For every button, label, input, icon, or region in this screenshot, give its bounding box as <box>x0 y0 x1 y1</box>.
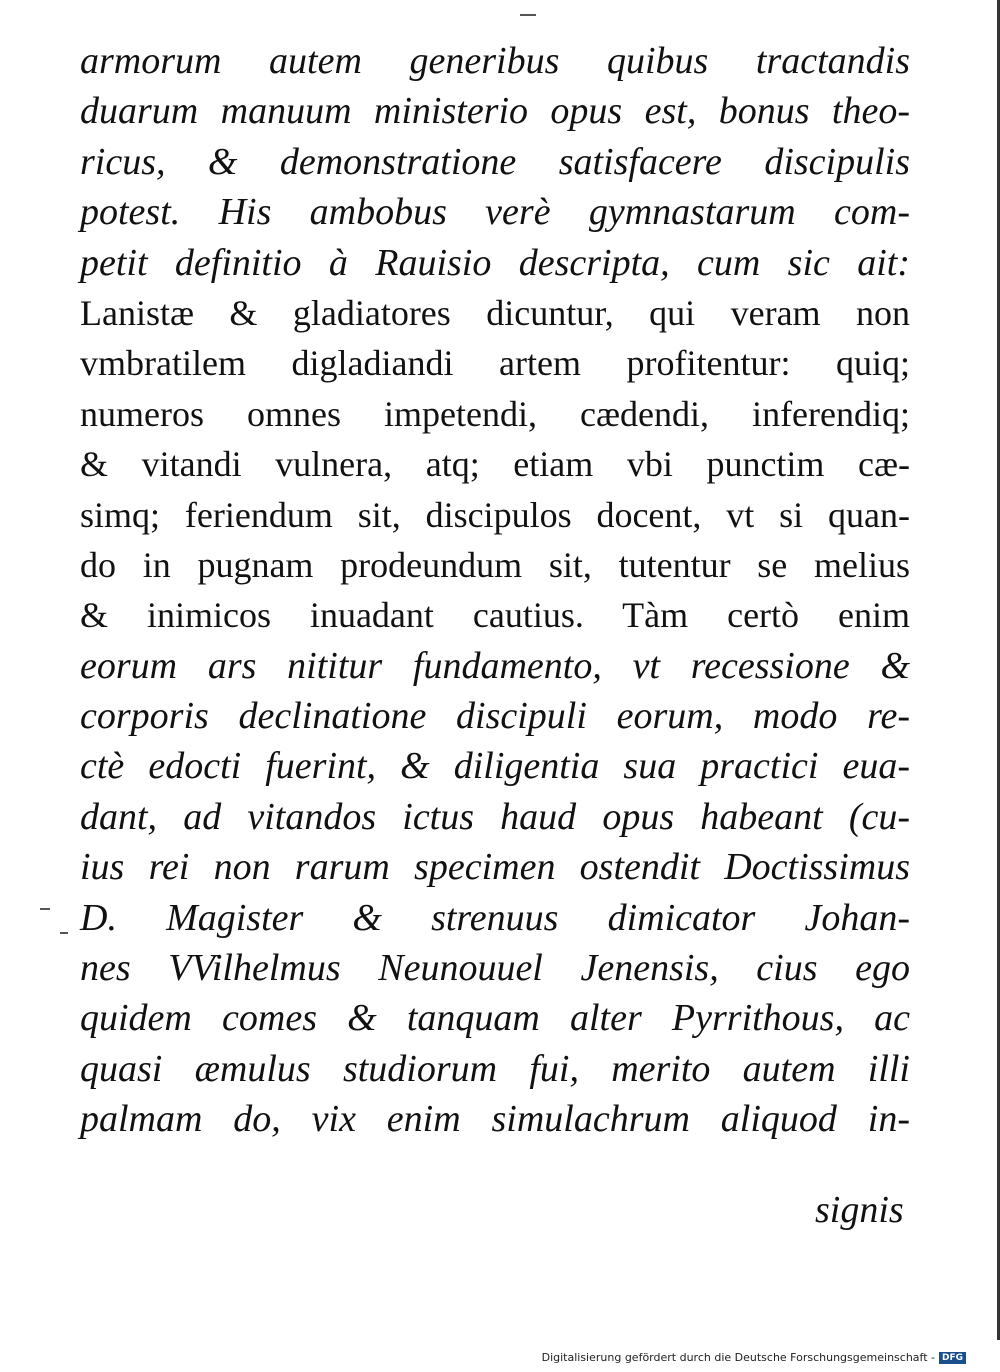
catchword: signis <box>815 1189 904 1231</box>
text-line: do in pugnam prodeundum sit, tutentur se melius <box>80 544 910 585</box>
text-line: ctè edocti fuerint, & diligentia sua practici eua- <box>80 745 910 788</box>
body-text <box>80 36 910 1145</box>
footer-credit <box>542 1351 966 1364</box>
text-line: petit definitio à Rauisio descripta, cum sic ait: <box>80 241 910 284</box>
text-line: vmbratilem digladiandi artem profitentur: quiq; <box>80 343 910 384</box>
footer-credit-text: Digitalisierung gefördert durch die Deutsche Forschungsgemeinschaft - <box>541 1351 935 1364</box>
dfg-logo: DFG <box>939 1352 966 1364</box>
text-line: armorum autem generibus quibus tractandis <box>80 40 910 82</box>
text-line: corporis declinatione discipuli eorum, modo re- <box>80 695 910 738</box>
text-line: quidem comes & tanquam alter Pyrrithous, ac <box>80 997 910 1040</box>
text-line: quasi æmulus studiorum fui, merito autem illi <box>80 1047 910 1090</box>
text-line: dant, ad vitandos ictus haud opus habeant (cu- <box>80 795 910 838</box>
margin-mark <box>520 14 536 16</box>
text-line: Lanistæ & gladiatores dicuntur, qui veram non <box>80 292 910 333</box>
text-line: & inimicos inuadant cautius. Tàm certò enim <box>80 595 910 636</box>
margin-mark <box>60 932 68 934</box>
text-line: palmam do, vix enim simulachrum aliquod in- <box>80 1098 910 1141</box>
text-line: eorum ars nititur fundamento, vt recessione & <box>80 644 910 687</box>
margin-mark <box>40 908 50 910</box>
text-line: simq; feriendum sit, discipulos docent, vt si quan- <box>80 494 910 535</box>
text-line: ius rei non rarum specimen ostendit Doctissimus <box>80 846 910 889</box>
text-line: D. Magister & strenuus dimicator Johan- <box>80 896 910 939</box>
text-line: ricus, & demonstratione satisfacere discipulis <box>80 140 910 183</box>
text-line: duarum manuum ministerio opus est, bonus theo- <box>80 90 910 133</box>
text-line: & vitandi vulnera, atq; etiam vbi punctim cæ- <box>80 444 910 485</box>
text-line: nes VVilhelmus Neunouuel Jenensis, cius ego <box>80 947 910 990</box>
text-line: numeros omnes impetendi, cædendi, inferendiq; <box>80 393 910 434</box>
text-line: potest. His ambobus verè gymnastarum com- <box>80 191 910 234</box>
